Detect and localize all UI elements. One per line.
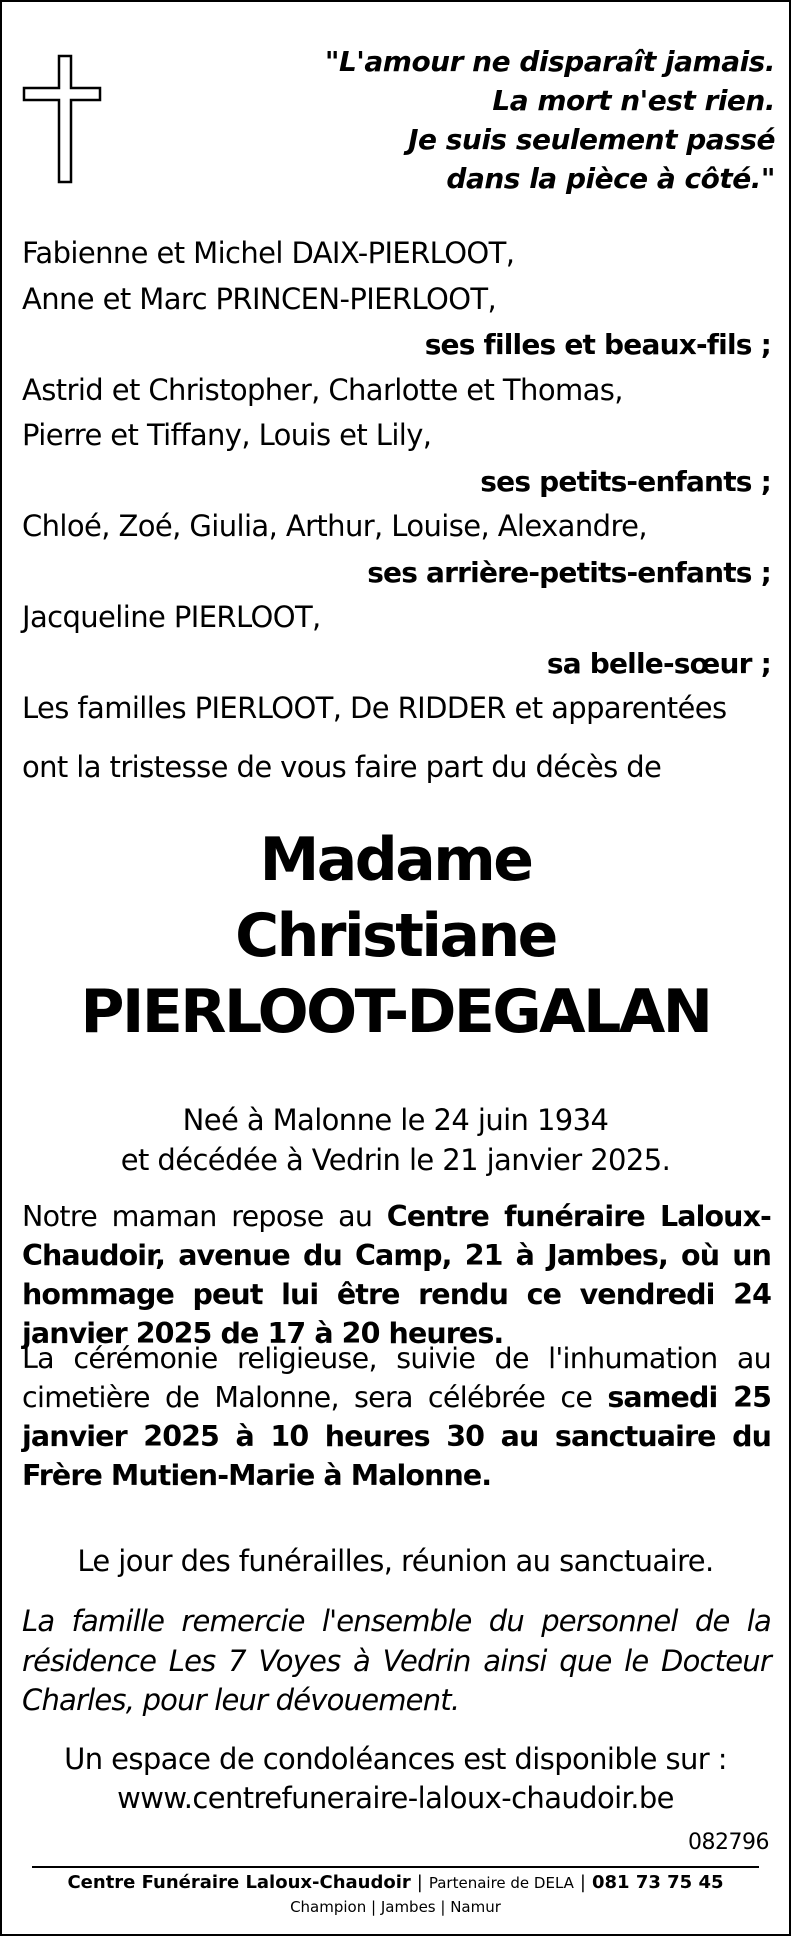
- life-dates: [2, 1100, 789, 1180]
- announcement: ont la tristesse de vous faire part du décès de: [22, 750, 662, 784]
- footer-divider: [32, 1866, 759, 1868]
- deceased-name: [2, 822, 789, 1050]
- relation-label: sa belle-sœur ;: [546, 646, 771, 680]
- quote-line: dans la pièce à côté.": [446, 162, 775, 195]
- relation-label: ses arrière-petits-enfants ;: [367, 555, 771, 589]
- quote-line: "L'amour ne disparaît jamais.: [324, 45, 775, 78]
- quote-line: Je suis seulement passé: [408, 123, 775, 156]
- condolences-text: Un espace de condoléances est disponible sur :: [64, 1742, 727, 1776]
- footer-company: Centre Funéraire Laloux-Chaudoir: [67, 1872, 411, 1893]
- ceremony-details: samedi 25 janvier 2025 à 10 heures 30 au sanctuaire du Frère Mutien-Marie à Malonne.: [22, 1381, 772, 1492]
- relation-label: ses filles et beaux-fils ;: [424, 328, 771, 361]
- viewing-paragraph: [22, 1197, 771, 1353]
- birth-line: Neé à Malonne le 24 juin 1934: [182, 1103, 609, 1137]
- relation-label: ses petits-enfants ;: [480, 464, 771, 498]
- family-list: [22, 231, 771, 732]
- ceremony-paragraph: [22, 1339, 771, 1495]
- quote: [255, 42, 775, 198]
- viewing-details: Centre funéraire Laloux-Chaudoir, avenue du Camp, 21 à Jambes, où un hommage peut lui être rendu ce vendredi 24 janvier 2025 de 17 à 20 heures.: [22, 1200, 771, 1350]
- condolences-url[interactable]: www.centrefuneraire-laloux-chaudoir.be: [117, 1781, 674, 1815]
- reunion-note: Le jour des funérailles, réunion au sanctuaire.: [77, 1544, 714, 1578]
- family-line: Anne et Marc PRINCEN-PIERLOOT,: [22, 281, 497, 316]
- thanks-paragraph: La famille remercie l'ensemble du personnel de la résidence Les 7 Voyes à Vedrin ainsi que le Docteur Charles, pour leur dévouement.: [22, 1604, 771, 1717]
- footer-partner: Partenaire de DELA: [428, 1874, 574, 1892]
- deceased-title: Madame: [259, 825, 532, 895]
- deceased-first-name: Christiane: [235, 901, 556, 971]
- reference-number: 082796: [688, 1830, 769, 1855]
- family-line: Chloé, Zoé, Giulia, Arthur, Louise, Alexandre,: [22, 509, 647, 543]
- quote-line: La mort n'est rien.: [492, 84, 775, 117]
- footer-locations: Champion | Jambes | Namur: [290, 1898, 501, 1916]
- family-line: Les familles PIERLOOT, De RIDDER et apparentées: [22, 691, 727, 725]
- condolences: [2, 1740, 789, 1818]
- cross-icon: [22, 54, 122, 184]
- family-line: Pierre et Tiffany, Louis et Lily,: [22, 418, 432, 452]
- family-line: Jacqueline PIERLOOT,: [22, 600, 321, 634]
- footer-separator: |: [416, 1872, 423, 1893]
- deceased-last-name: PIERLOOT-DEGALAN: [80, 977, 711, 1047]
- viewing-text: Notre maman repose au: [22, 1200, 387, 1233]
- footer-phone: 081 73 75 45: [592, 1872, 724, 1893]
- death-line: et décédée à Vedrin le 21 janvier 2025.: [120, 1143, 671, 1177]
- family-line: Astrid et Christopher, Charlotte et Thomas,: [22, 372, 623, 407]
- footer-separator: |: [579, 1872, 586, 1893]
- ceremony-text: La cérémonie religieuse, suivie de l'inhumation au cimetière de Malonne, sera célébrée ce: [22, 1342, 771, 1414]
- footer: [2, 1872, 789, 1893]
- family-line: Fabienne et Michel DAIX-PIERLOOT,: [22, 236, 515, 270]
